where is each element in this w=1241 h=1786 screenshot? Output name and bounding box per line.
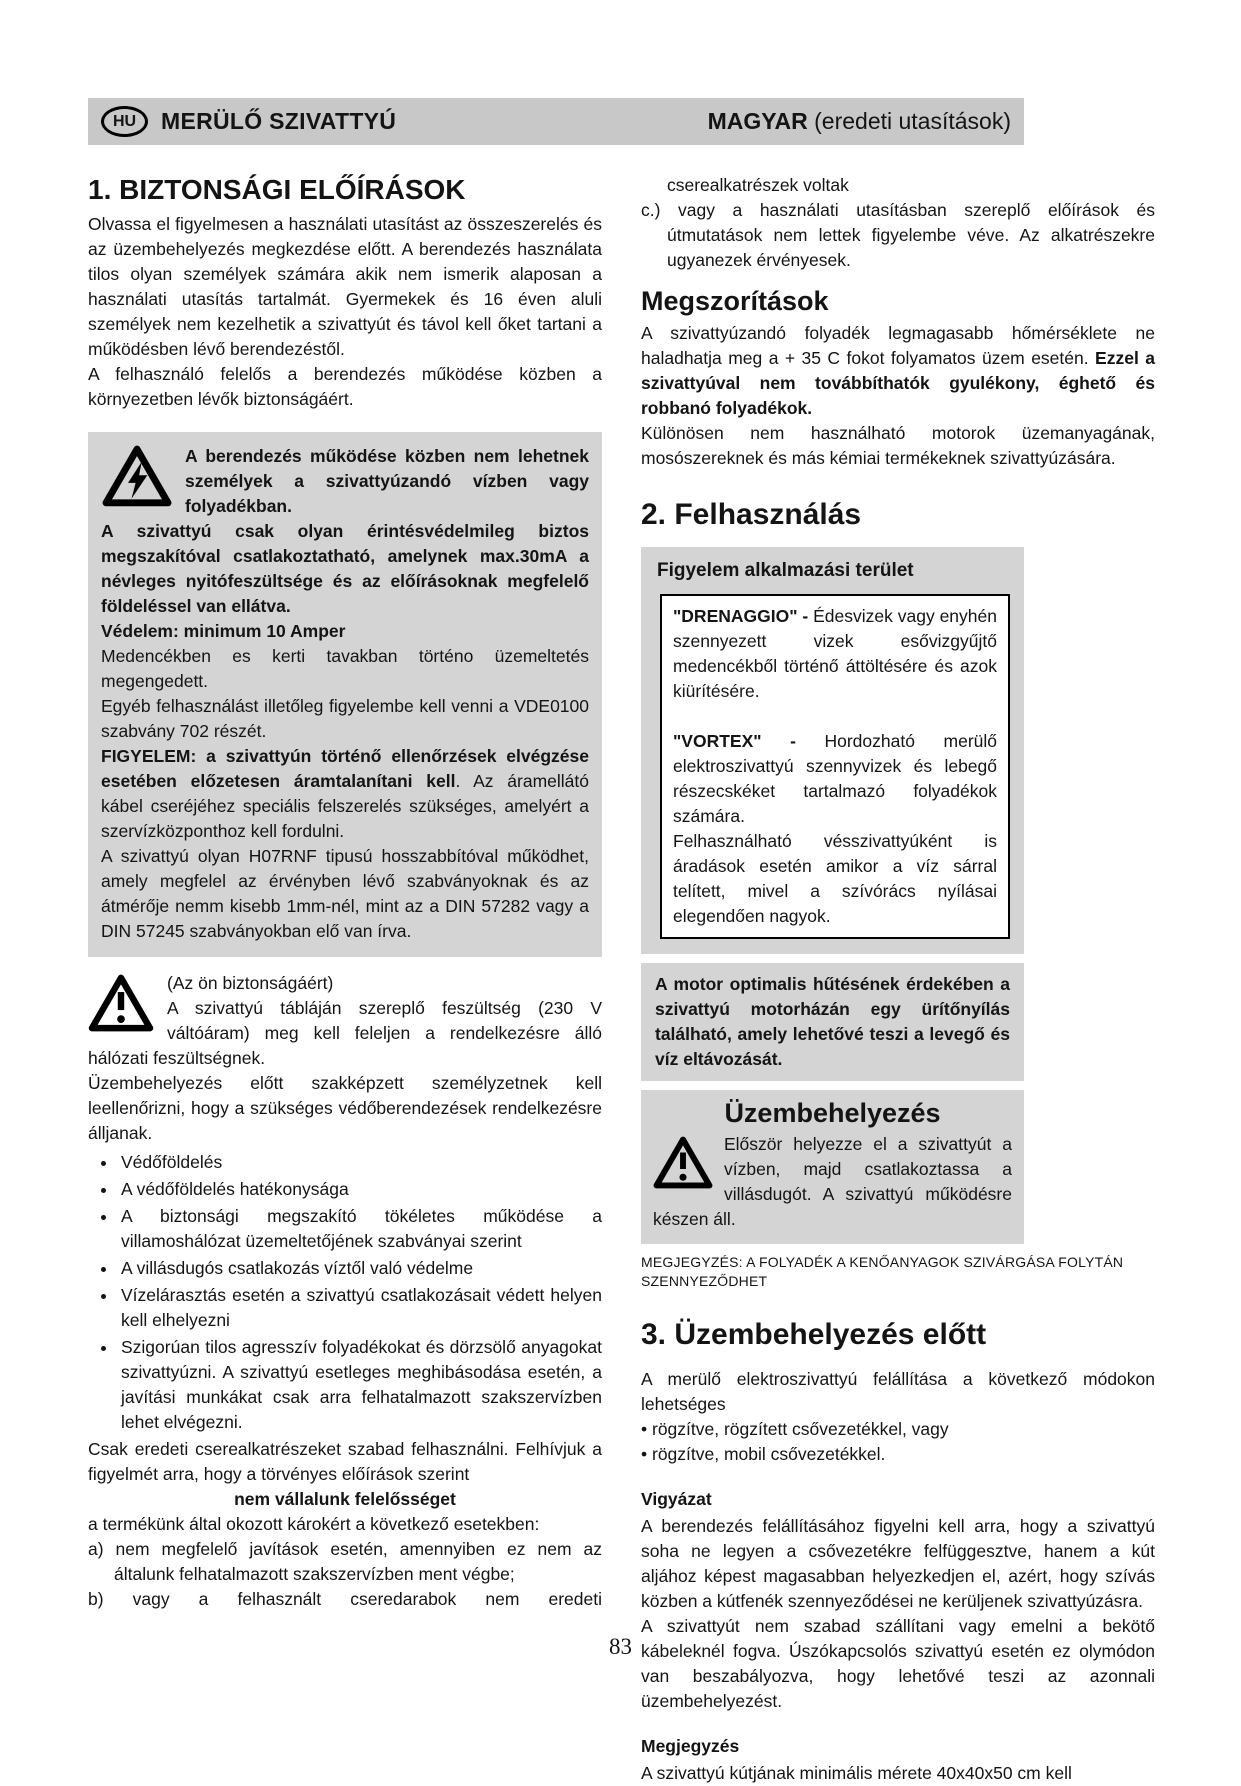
warning-power-off bbox=[101, 744, 589, 844]
voltage-safety-note bbox=[88, 971, 602, 1071]
warning-pools: Medencékben es kerti tavakban történo üzemeltetés megengedett. bbox=[101, 646, 589, 691]
drenaggio-model-name: "DRENAGGIO" - bbox=[673, 606, 814, 626]
original-parts-paragraph: Csak eredeti cserealkatrészeket szabad felhasználni. Felhívjuk a figyelmét arra, hogy a törvényes előírások szerint bbox=[88, 1439, 602, 1484]
warning-power-off-bold: FIGYELEM: a szivattyún történő ellenőrzések elvégzése esetében előzetesen áramtalanítani kell bbox=[101, 746, 589, 791]
section-3-heading: 3. Üzembehelyezés előtt bbox=[641, 1318, 987, 1351]
left-column bbox=[88, 173, 602, 1786]
restrictions-normal-text: A szivattyúzandó folyadék legmagasabb hőmérséklete ne haladhatja meg a + 35 C fokot folyamatos üzem esetén. bbox=[641, 323, 1155, 368]
warning-extension-cable: A szivattyú olyan H07RNF tipusú hosszabbítóval működhet, amely megfelel az érvényben lévő szabványoknak és az átmérője nemm kisebb 1mm-nél, mint az a DIN 57282 vagy a DIN 57245 szabványokban elő van írva. bbox=[101, 846, 589, 941]
installation-text: Először helyezze el a szivattyút a vízben, majd csatlakoztassa a villásdugót. A szivattyú működésre készen áll. bbox=[653, 1134, 1012, 1229]
warning-rcd: A szivattyú csak olyan érintésvédelmileg biztos megszakítóval csatlakoztatható, amelynek max.30mA a névleges nyitófeszültsége és az előírásoknak megfelelő földeléssel van ellátva. bbox=[101, 521, 589, 616]
application-area-box bbox=[641, 547, 1024, 954]
vortex-paragraph bbox=[673, 729, 997, 829]
caution-paragraph-1: A berendezés felállításához figyelni kell arra, hogy a szivattyú soha ne legyen a csővezetékre felfüggesztve, hanem a kút aljához képest magasabban helyezkedjen el, azért, hogy szívás közben a kútfenék szennyeződései ne kerüljenek szivattyúzásra. bbox=[641, 1516, 1155, 1611]
drenaggio-description: Édesvizek vagy enyhén szennyezett vizek esővizgyűjtő medencékből történő áttöltésére és azok kiürítésére. bbox=[673, 606, 997, 701]
safety-note-title: (Az ön biztonságáért) bbox=[167, 973, 334, 993]
header-language-note: (eredeti utasítások) bbox=[807, 108, 1011, 134]
list-item: • A védőföldelés hatékonysága bbox=[118, 1177, 602, 1202]
application-descriptions-box bbox=[660, 594, 1010, 939]
warning-no-persons: A berendezés működése közben nem lehetnek személyek a szivattyúzandó vízben vagy folyadékban. bbox=[185, 446, 589, 516]
no-liability-line: nem vállalunk felelősséget bbox=[234, 1489, 456, 1509]
installation-method-2: • rögzítve, mobil csővezetékkel. bbox=[641, 1444, 886, 1464]
list-item: • Védőföldelés bbox=[118, 1150, 602, 1175]
warning-vde-standard: Egyéb felhasználást illetőleg figyelembe kell venni a VDE0100 szabvány 702 részét. bbox=[101, 696, 589, 741]
warning-triangle-exclamation-icon bbox=[653, 1136, 713, 1189]
intro-paragraph: Olvassa el figyelmesen a használati utasítást az összeszerelés és az üzembehelyezés megkezdése előtt. A berendezés használata tilos olyan személyek számára akik nem ismerik alaposan a használati utasítás tartalmát. Gyermekek és 16 éven aluli személyek nem kezelhetik a szivattyút és távol kell őket tartani a működésben lévő berendezéstől. bbox=[88, 214, 602, 359]
warning-fuse: Védelem: minimum 10 Amper bbox=[101, 621, 346, 641]
lubricant-leak-note: MEGJEGYZÉS: A FOLYADÉK A KENŐANYAGOK SZIVÁRGÁSA FOLYTÁN SZENNYEZŐDHET bbox=[641, 1254, 1124, 1289]
liability-case-b: b) vagy a felhasznált cseredarabok nem eredeti bbox=[88, 1589, 602, 1609]
right-column bbox=[641, 173, 1155, 1786]
damage-cases-intro: a termékünk által okozott károkért a következő esetekben: bbox=[88, 1514, 540, 1534]
warning-power-off-rest: . Az áramellátó kábel cseréjéhez speciális felszerelés szükséges, amelyért a szervízközponthoz kell fordulni. bbox=[101, 771, 589, 841]
two-column-layout bbox=[88, 173, 1155, 1786]
drenaggio-paragraph bbox=[673, 604, 997, 704]
page-number: 83 bbox=[609, 1634, 632, 1659]
safety-checklist bbox=[88, 1150, 602, 1435]
installation-methods-intro: A merülő elektroszivattyú felállítása a következő módokon lehetséges bbox=[641, 1369, 1155, 1414]
liability-case-c: c.) vagy a használati utasításban szereplő előírások és útmutatások nem lettek figyelembe véve. Az alkatrészekre ugyanezek érvényesek. bbox=[641, 200, 1155, 270]
remark-label: Megjegyzés bbox=[641, 1736, 740, 1756]
installation-box bbox=[641, 1090, 1024, 1244]
liability-case-a: a) nem megfelelő javítások esetén, amennyiben ez nem az általunk felhatalmazott szakszervízben ment végbe; bbox=[88, 1539, 602, 1584]
safety-note-voltage: A szivattyú tábláján szereplő feszültség (230 V váltóáram) meg kell feleljen a rendelkezésre álló hálózati feszültségnek. bbox=[88, 998, 602, 1068]
header-language-title bbox=[708, 109, 1011, 134]
remark-paragraph: A szivattyú kútjának minimális mérete 40x40x50 cm kell bbox=[641, 1763, 1072, 1783]
installation-heading: Üzembehelyezés bbox=[724, 1098, 941, 1128]
motor-cooling-note: A motor optimalis hűtésének érdekében a szivattyú motorházán egy ürítőnyílás található, amely lehetővé teszi a levegő és víz eltávozását. bbox=[641, 963, 1024, 1081]
electric-safety-warning-box bbox=[88, 432, 602, 957]
responsibility-paragraph: A felhasználó felelős a berendezés működése közben a környezetben lévők biztonságáért. bbox=[88, 364, 602, 409]
list-item: • Vízelárasztás esetén a szivattyú csatlakozásait védett helyen kell elhelyezni bbox=[118, 1283, 602, 1333]
warning-triangle-exclamation-icon bbox=[88, 974, 154, 1032]
vortex-paragraph-2: Felhasználható vésszivattyúként is áradások esetén amikor a víz sárral telített, mivel a szívórács nyílásai elegendően nagyok. bbox=[673, 831, 997, 926]
vortex-model-name: "VORTEX" - bbox=[673, 731, 825, 751]
restrictions-paragraph-1 bbox=[641, 321, 1155, 421]
list-item: • A biztonsági megszakító tökéletes működése a villamoshálózat üzemeltetőjének szabványai szerint bbox=[118, 1204, 602, 1254]
header-product-title: MERÜLŐ SZIVATTYÚ bbox=[161, 108, 397, 134]
section-1-heading: 1. BIZTONSÁGI ELŐÍRÁSOK bbox=[88, 174, 466, 205]
list-item: • A villásdugós csatlakozás víztől való védelme bbox=[118, 1256, 602, 1281]
vortex-description: Hordozható merülő elektroszivattyú szennyvizek és lebegő részecskéket tartalmazó folyadékok számára. bbox=[673, 731, 997, 826]
warning-triangle-lightning-icon bbox=[102, 445, 172, 507]
hu-language-badge-icon: HU bbox=[101, 106, 148, 137]
safety-note-inspection: Üzembehelyezés előtt szakképzett személyzetnek kell leellenőrizni, hogy a szükséges védőberendezések rendelkezésre álljanak. bbox=[88, 1073, 602, 1143]
header-language-name: MAGYAR bbox=[707, 108, 808, 134]
caution-label: Vigyázat bbox=[641, 1489, 712, 1509]
page-header-bar bbox=[88, 98, 1024, 145]
caution-paragraph-2: A szivattyút nem szabad szállítani vagy emelni a bekötő kábeleknél fogva. Úszókapcsolós szivattyú esetén ez olymódon van beszabályozva, hogy lehetővé teszi az azonnali üzembehelyezést. bbox=[641, 1616, 1155, 1711]
restrictions-heading: Megszorítások bbox=[641, 286, 829, 316]
application-area-label: Figyelem alkalmazási terület bbox=[657, 560, 914, 581]
section-2-heading: 2. Felhasználás bbox=[641, 498, 862, 531]
header-left bbox=[101, 106, 396, 137]
restrictions-bold-text: Ezzel a szivattyúval nem továbbíthatók gyulékony, éghető és robbanó folyadékok. bbox=[641, 348, 1155, 418]
liability-case-b-continuation: cserealkatrészek voltak bbox=[667, 175, 849, 195]
installation-method-1: • rögzítve, rögzített csővezetékkel, vagy bbox=[641, 1419, 949, 1439]
restrictions-paragraph-2: Különösen nem használható motorok üzemanyagának, mosószereknek és más kémiai termékeknek szivattyúzására. bbox=[641, 423, 1155, 468]
list-item: • Szigorúan tilos agresszív folyadékokat és dörzsölő anyagokat szivattyúzni. A szivattyú esetleges meghibásodása esetén, a javítási munkákat csak arra felhatalmazott szakszervízben lehet elvégezni. bbox=[118, 1335, 602, 1435]
